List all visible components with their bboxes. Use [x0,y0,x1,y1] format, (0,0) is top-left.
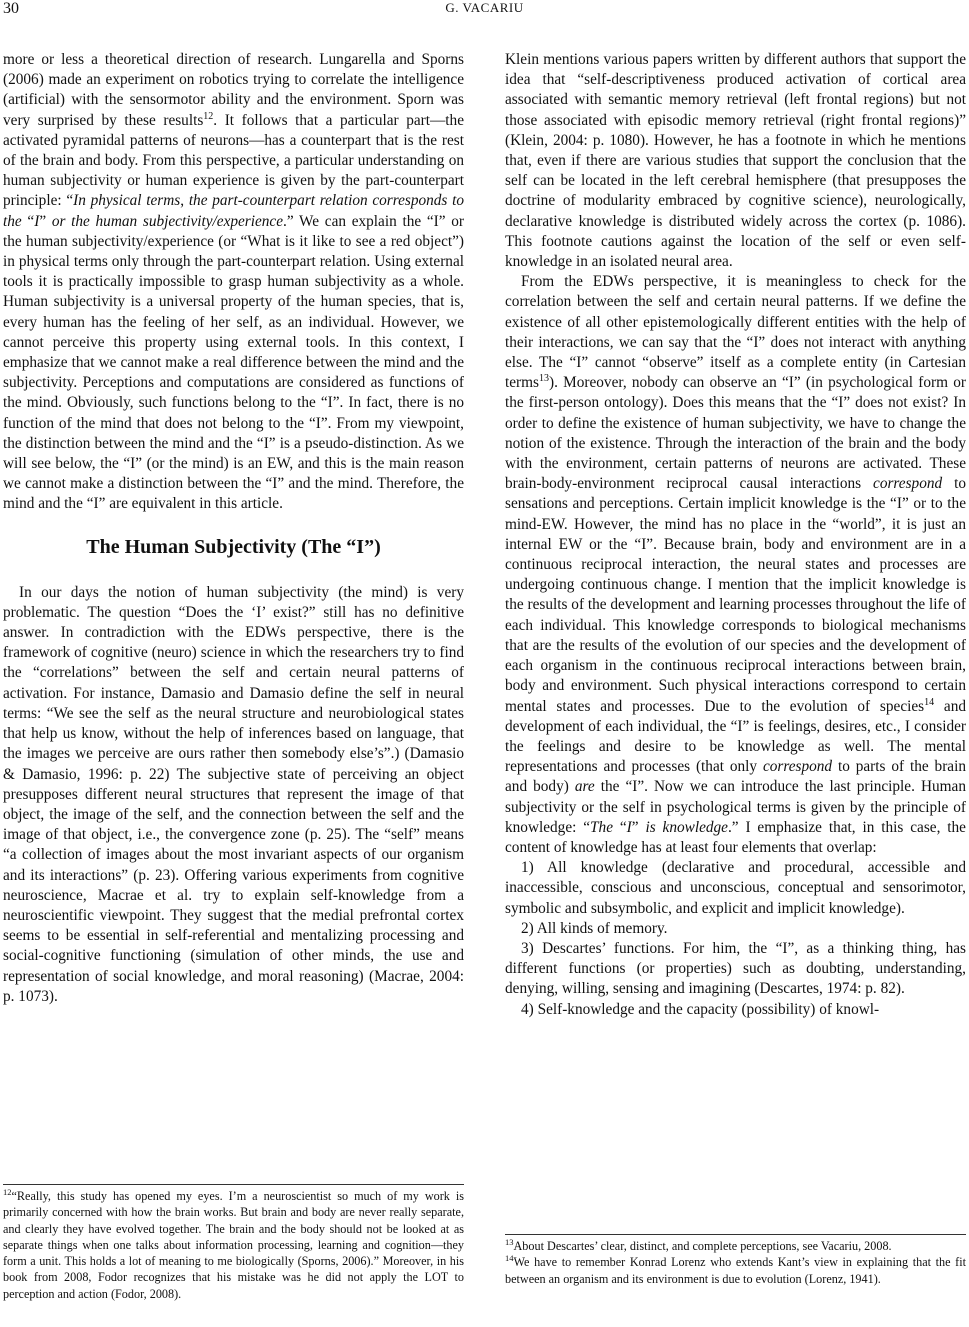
list-item-2: 2) All kinds of memory. [521,919,668,937]
footnote-13: $^{13}$About Descartes’ clear, distinct, and complete perceptions, see Vacariu, 2008. [505,1236,892,1253]
left-column [3,50,464,1007]
right-paragraph-1: Klein mentions various papers written by different authors that support the idea that “self-descriptiveness produced activation of cortical area associated with semantic memory retrieval (left frontal regions) but not those associated with episodic memory retrieval (right frontal regions)” (Klein, 2004: p. 1080). However, he has a footnote in which he mentions that, even if there are various studies that support the conclusion that the self can be located in the left cerebral hemisphere (that presupposes the doctrine of modularity embraced by cognitive science), neurologically, declarative knowledge is distributed widely across the cortex (p. 1086). This footnote cautions against the location of the self or even self-knowledge in an isolated neural area. [505,51,966,271]
running-head-author: G. VACARIU [445,0,524,15]
footnote-divider-left [3,1184,464,1185]
right-column [505,50,966,1020]
footnote-ref-12[interactable]: 12 [203,110,214,122]
section-heading: The Human Subjectivity (The “I”) [86,535,381,558]
footnote-14: $^{14}$We have to remember Konrad Lorenz who extends Kant’s view in explaining that the fit between an organism and its environment is due to evolution (Lorenz, 1941). [505,1253,966,1286]
footnote-ref-14[interactable]: 14 [924,696,935,708]
left-paragraph-2: In our days the notion of human subjectivity (the mind) is very problematic. The question “Does the ‘I’ exist?” still has no definitive answer. In contradiction with the EDWs perspective, there is the framework of cognitive (neuro) science in which the researchers try to find the “correlations” between the self and certain neural patterns of activation. For instance, Damasio and Damasio define the self in neural terms: “We see the self as the neural structure and neurobiological states that help us know, without the help of inferences based on language, that the images we perceive are ours rather then somebody else’s”.) (Damasio & Damasio, 1996: p. 22) The subjective state of perceiving an object presupposes different neural structures that represent the image of that object, the image of the self, and the connection between the self and the image of that object, i.e., the convergence zone (p. 25). The “self” means “a collection of images about the most invariant aspects of our organism and its interactions” (p. 23). Offering various experiments from cognitive neuroscience, Macrae et al. try to explain self-knowledge from a neuroscientific viewpoint. They suggest that the medial prefrontal cortex seems to be essential in self-referential and mentalizing processing and social-cognitive functioning (simulation of other minds, the use and representation of social knowledge, and moral reasoning) (Macrae, 2004: p. 1073). [3,583,464,1005]
footnote-ref-13[interactable]: 13 [539,373,549,385]
running-header [0,0,969,22]
list-item-3: 3) Descartes’ functions. For him, the “I”, as a thinking thing, has different functions (or properties) such as doubting, understanding, denying, willing, sensing and imagining (Descartes, 1974: p. 82). [505,939,966,998]
footnotes-left [3,1188,464,1302]
page-number: 30 [3,0,19,17]
list-item-1: 1) All knowledge (declarative and procedural, accessible and inaccessible, conscious and unconscious, conceptual and sensorimotor, symbolic and subsymbolic, and explicit and implicit knowledge). [505,859,966,917]
footnotes-right [505,1238,966,1287]
footnote-divider-right [505,1234,966,1235]
left-paragraph-1: more or less a theoretical direction of research. Lungarella and Sporns (2006) made an experiment on robotics trying to correlate the intelligence (artificial) with the sensormotor ability and the environment. Sporn was very surprised by these results$^{12}$. It follows that a particular part—the activated pyramidal patterns of neurons—has a counterpart that is the rest of the brain and body. From this perspective, a particular understanding on human subjectivity or human experience is given by the part-counterpart principle: “In physical terms, the part-counterpart relation corresponds to the “I” or the human subjectivity/experience.” We can explain the “I” or the human subjectivity/experience (or “What is it like to see a red object”) in physical terms only through the part-counterpart relation. Using external tools it is practically impossible to grasp human subjectivity as a whole. Human subjectivity is a universal property of the human species, that is, every human has the feeling of her self, as an individual. However, we cannot perceive this property using external tools. In this context, I emphasize that we cannot make a real difference between the mind and the subjectivity. Perceptions and computations are considered as functions of the mind. Obviously, such functions belong to the “I”. In fact, there is no function of the mind that does not belong to the “I”. From my viewpoint, the distinction between the mind and the “I” is a pseudo-distinction. As we will see below, the “I” (or the mind) is an EW, and this is the main reason we cannot make a distinction between the “I” and the mind. Therefore, the mind and the “I” are equivalent in this article. [3,51,464,513]
right-paragraph-2: From the EDWs perspective, it is meaningless to check for the correlation between the self and certain neural patterns. If we define the existence of all other epistemologically different entities with the help of their interactions, we can say that the “I” does not interact with anything else. The “I” cannot “observe” itself as a complete entity (in Cartesian terms$^{13}$). Moreover, nobody can observe an “I” (in psychological form or the first-person ontology). Does this means that the “I” does not exist? In order to define the existence of human subjectivity, we have to change the notion of the existence. Through the interaction of the brain and the body with the environment, certain patterns of neurons are activated. These brain-body-environment reciprocal causal interactions correspond to sensations and perceptions. Certain implicit knowledge is the “I” or to the mind-EW. However, the mind has no place in the “world”, it is just an internal EW or the “I”. Because brain, body and environment are in a continuous reciprocal interaction, the neural states and processes are undergoing continuous change. I mention that the implicit knowledge is the results of the development and learning processes throughout the life of each individual. This knowledge corresponds to biological mechanisms that are the results of the evolution of our species and the development of each organism in the continuous reciprocal interactions between brain, body and environment. Such physical interactions correspond to certain mental states and processes. Due to the evolution of species$^{14}$ and development of each individual, the “I” is feelings, desires, etc., I consider the feelings and desire to be knowledge as well. The mental representations and processes (that only correspond to parts of the brain and body) are the “I”. Now we can introduce the last principle. Human subjectivity or the self in psychological terms is given by the principle of knowledge: “The “I” is knowledge.” I emphasize that, in this case, the content of knowledge has at least four elements that overlap: [505,273,966,856]
footnote-12: $^{12}$“Really, this study has opened my eyes. I’m a neuroscientist so much of my work is primarily concerned with how the brain works. But brain and body are never really separate, and clearly they have evolved together. The brain and the body should not be looked at as separate things when one talks about information processing, learning and cognition—they form a unit. This holds a lot of meaning to me biologically (Sporns, 2006).” Moreover, in his book from 2008, Fodor recognizes that his mistake was he did not apply the LOT to perception and action (Fodor, 2008). [3,1186,464,1301]
list-item-4: 4) Self-knowledge and the capacity (possibility) of knowl- [521,1000,880,1018]
